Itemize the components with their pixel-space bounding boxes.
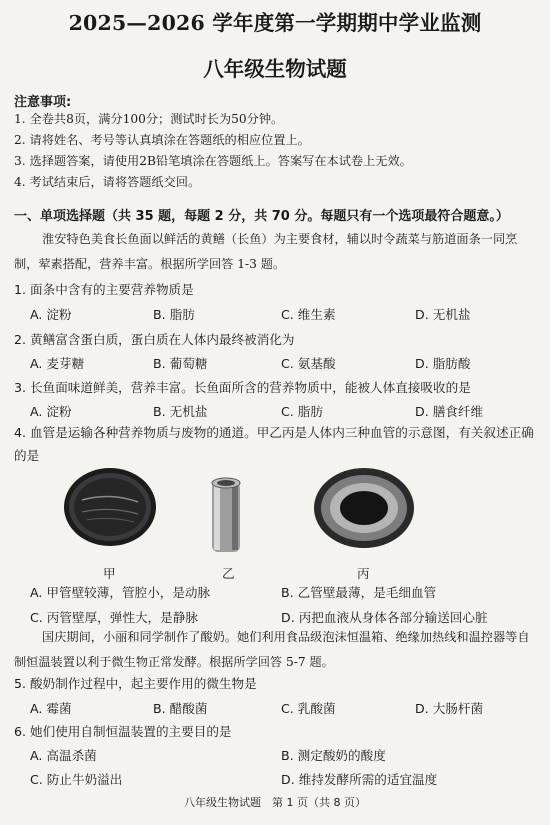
- vessel-figure-bing: [312, 466, 416, 550]
- option-b: B. 测定酸奶的酸度: [281, 748, 386, 763]
- option-d: D. 丙把血液从身体各部分输送回心脏: [281, 610, 488, 625]
- page-footer: 八年级生物试题 第 1 页（共 8 页）: [184, 796, 366, 809]
- option-b: B. 无机盐: [153, 404, 208, 419]
- option-d: D. 无机盐: [415, 307, 471, 322]
- question-stem: 4. 血管是运输各种营养物质与废物的通道。甲乙丙是人体内三种血管的示意图，有关叙述正确的是: [14, 425, 534, 463]
- question-stem: 3. 长鱼面味道鲜美，营养丰富。长鱼面所含的营养物质中，能被人体直接吸收的是: [14, 380, 471, 395]
- option-c: C. 维生素: [281, 307, 336, 322]
- vessel-figure-yi: [208, 474, 244, 558]
- exam-title: 2025—2026 学年度第一学期期中学业监测: [68, 11, 482, 35]
- option-b: B. 醋酸菌: [153, 701, 208, 716]
- option-a: A. 淀粉: [30, 404, 72, 419]
- option-c: C. 防止牛奶溢出: [30, 772, 123, 787]
- figure-label-jia: 甲: [103, 566, 116, 581]
- option-b: B. 脂肪: [153, 307, 195, 322]
- option-c: C. 脂肪: [281, 404, 323, 419]
- notice-item: 4. 考试结束后，请将答题纸交回。: [14, 175, 201, 189]
- option-a: A. 高温杀菌: [30, 748, 97, 763]
- exam-subtitle: 八年级生物试题: [203, 57, 347, 81]
- option-c: C. 氨基酸: [281, 356, 336, 371]
- option-a: A. 麦芽糖: [30, 356, 85, 371]
- option-b: B. 乙管壁最薄，是毛细血管: [281, 585, 437, 600]
- option-d: D. 维持发酵所需的适宜温度: [281, 772, 438, 787]
- option-a: A. 甲管壁较薄，管腔小，是动脉: [30, 585, 211, 600]
- option-d: D. 脂肪酸: [415, 356, 471, 371]
- notice-item: 3. 选择题答案，请使用2B铅笔填涂在答题纸上。答案写在本试卷上无效。: [14, 154, 412, 168]
- figure-label-yi: 乙: [222, 566, 235, 581]
- vessel-figure-jia: [62, 466, 158, 548]
- notice-item: 1. 全卷共8页，满分100分；测试时长为50分钟。: [14, 112, 284, 126]
- question-stem: 1. 面条中含有的主要营养物质是: [14, 282, 194, 297]
- question-stem: 2. 黄鳝富含蛋白质，蛋白质在人体内最终被消化为: [14, 332, 295, 347]
- option-a: A. 霉菌: [30, 701, 72, 716]
- notice-heading: 注意事项:: [14, 95, 72, 110]
- notice-item: 2. 请将姓名、考号等认真填涂在答题纸的相应位置上。: [14, 133, 310, 147]
- option-a: A. 淀粉: [30, 307, 72, 322]
- option-d: D. 大肠杆菌: [415, 701, 484, 716]
- option-c: C. 丙管壁厚，弹性大，是静脉: [30, 610, 198, 625]
- section-title: 一、单项选择题（共 35 题，每题 2 分，共 70 分。每题只有一个选项最符合题意。）: [14, 209, 509, 224]
- question-stem: 6. 她们使用自制恒温装置的主要目的是: [14, 724, 232, 739]
- reading-passage: 淮安特色美食长鱼面以鲜活的黄鳝（长鱼）为主要食材，辅以时令蔬菜与筋道面条一同烹制，荤素搭配，营养丰富。根据所学回答 1-3 题。: [14, 232, 518, 271]
- option-b: B. 葡萄糖: [153, 356, 208, 371]
- reading-passage: 国庆期间，小丽和同学制作了酸奶。她们利用食品级泡沫恒温箱、绝缘加热线和温控器等自制恒温装置以利于微生物正常发酵。根据所学回答 5-7 题。: [14, 630, 530, 669]
- figure-label-bing: 丙: [357, 566, 370, 581]
- option-c: C. 乳酸菌: [281, 701, 336, 716]
- option-d: D. 膳食纤维: [415, 404, 484, 419]
- question-stem: 5. 酸奶制作过程中，起主要作用的微生物是: [14, 676, 257, 691]
